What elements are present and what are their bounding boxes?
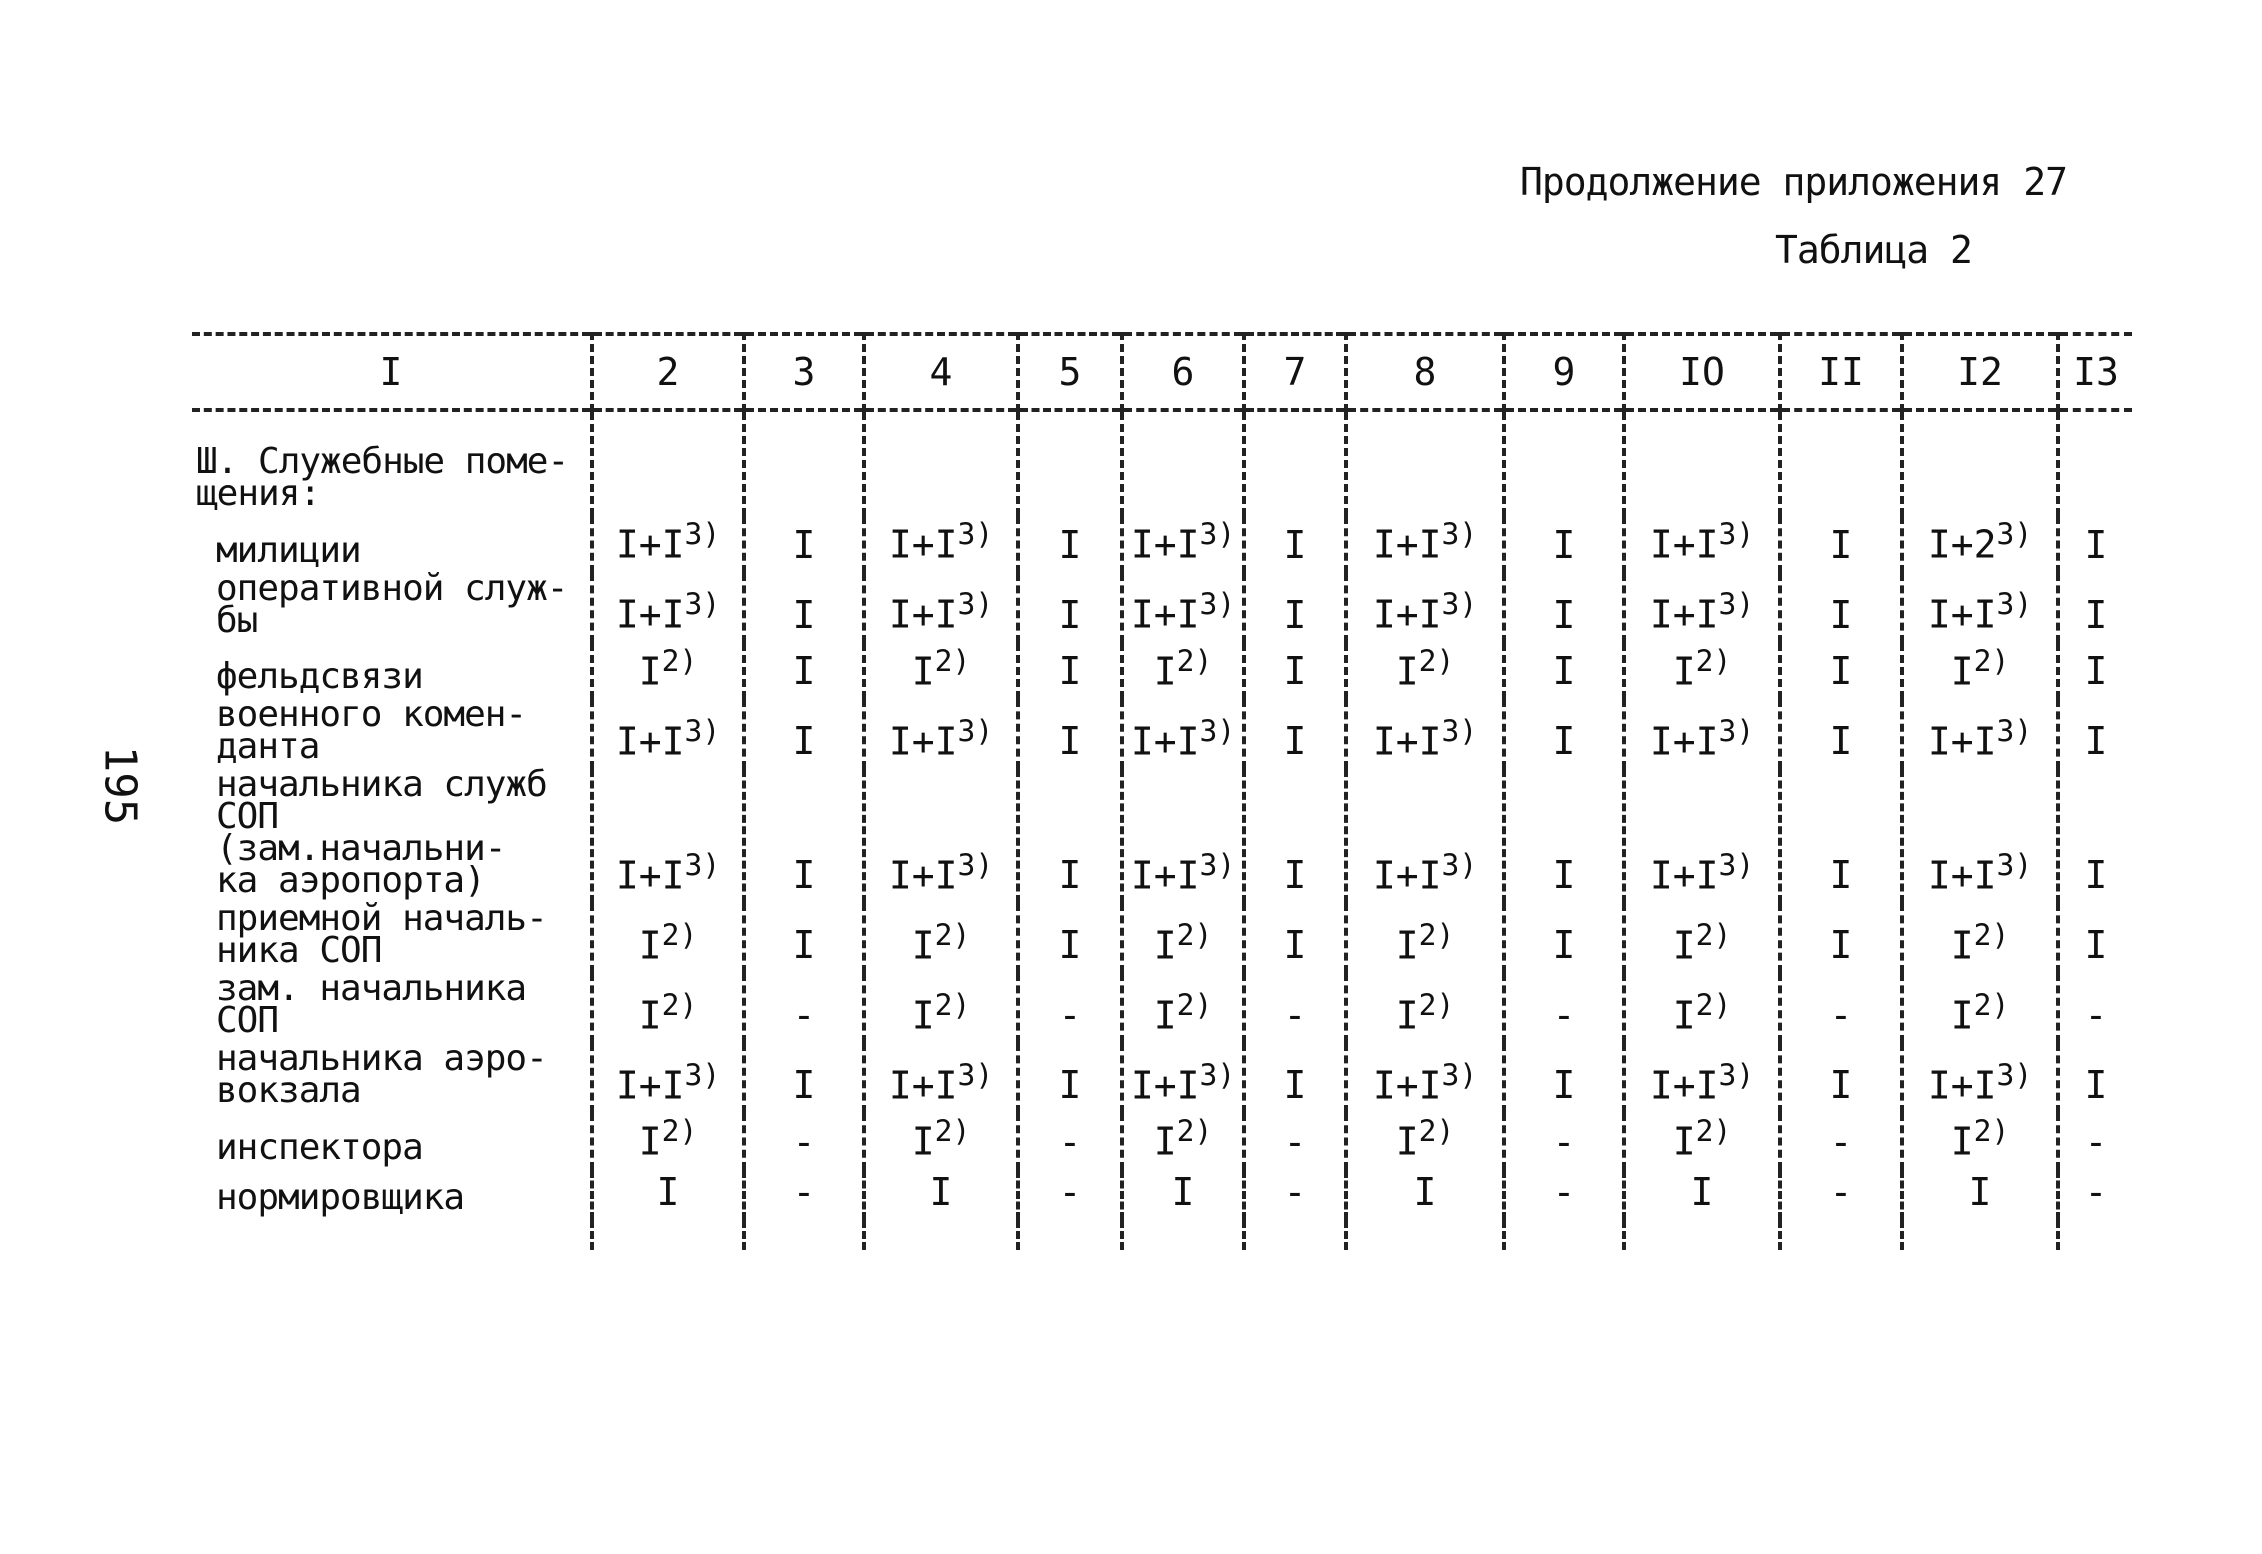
footnote-mark: 2): [1695, 1113, 1732, 1149]
footnote-mark: 3): [1718, 1056, 1755, 1092]
table-cell: $I+I^{3)}$: [1346, 516, 1504, 573]
footnote-mark: 3): [1996, 516, 2033, 551]
table-cell: $I+I^{3)}$: [1122, 573, 1244, 643]
table-cell: -: [2058, 1113, 2132, 1170]
footnote-mark: 2): [1695, 642, 1732, 678]
footnote-mark: 3): [1441, 1056, 1478, 1092]
table-cell: $I+I^{3)}$: [1902, 573, 2058, 643]
header-row: [192, 334, 2132, 410]
table-cell: $I^{2)}$: [592, 903, 744, 973]
table-cell: $I+I^{3)}$: [592, 573, 744, 643]
table-cell: I: [1244, 903, 1346, 973]
footnote-mark: 3): [957, 846, 994, 882]
table-cell: I: [1780, 699, 1902, 769]
footnote-mark: 2): [1418, 986, 1455, 1022]
footnote-mark: 2): [1176, 1113, 1213, 1149]
table-cell: -: [2058, 1170, 2132, 1220]
table-cell: $I+I^{3)}$: [1346, 1043, 1504, 1113]
table-cell: -: [1018, 973, 1122, 1043]
footnote-mark: 2): [1418, 1113, 1455, 1149]
table-cell: I: [1504, 573, 1624, 643]
table-cell: I: [744, 573, 864, 643]
footnote-mark: 3): [1441, 712, 1478, 748]
section-title: Ш. Служебные поме- щения:: [196, 441, 569, 514]
footnote-mark: 3): [1996, 712, 2033, 748]
table-cell: $I+I^{3)}$: [1624, 769, 1780, 903]
table-cell: I: [1244, 643, 1346, 700]
table-cell: $I^{2)}$: [1624, 973, 1780, 1043]
footnote-mark: 3): [957, 516, 994, 551]
footnote-mark: 2): [661, 1113, 698, 1149]
table-cell: $I+I^{3)}$: [1346, 573, 1504, 643]
table-cell: I: [1018, 516, 1122, 573]
row-label: зам. начальника СОП: [216, 968, 527, 1042]
table-cell: -: [1504, 973, 1624, 1043]
table-cell: $I^{2)}$: [592, 1113, 744, 1170]
footnote-mark: 3): [1441, 846, 1478, 882]
table-cell: $I^{2)}$: [1902, 973, 2058, 1043]
table-cell: $I^{2)}$: [1122, 903, 1244, 973]
table-cell: I: [1018, 903, 1122, 973]
table-cell: $I+I^{3)}$: [1902, 769, 2058, 903]
table-cell: $I+I^{3)}$: [864, 516, 1018, 573]
table-cell: $I+I^{3)}$: [592, 516, 744, 573]
column-header-7: 7: [1244, 334, 1346, 410]
table-cell: I: [1780, 1043, 1902, 1113]
table-cell: I: [1504, 903, 1624, 973]
table-number: Таблица 2: [1775, 228, 1972, 272]
footnote-mark: 2): [1176, 986, 1213, 1022]
table-row: [192, 973, 2132, 1043]
footnote-mark: 3): [1199, 712, 1236, 748]
table-cell: $I^{2)}$: [864, 903, 1018, 973]
table-cell: $I^{2)}$: [1624, 1113, 1780, 1170]
table-cell: I: [2058, 769, 2132, 903]
table-cell: -: [744, 1170, 864, 1220]
table-cell: -: [1244, 1113, 1346, 1170]
table-cell: -: [1504, 1170, 1624, 1220]
footnote-mark: 3): [1441, 586, 1478, 621]
table-cell: $I+2^{3)}$: [1902, 516, 2058, 573]
table-cell: $I+I^{3)}$: [864, 699, 1018, 769]
footnote-mark: 2): [1973, 642, 2010, 678]
table-cell: $I+I^{3)}$: [864, 769, 1018, 903]
table-cell: -: [1504, 1113, 1624, 1170]
row-label: нормировщика: [216, 1176, 465, 1218]
table-cell: -: [1780, 1170, 1902, 1220]
table-row: [192, 516, 2132, 573]
table-cell: I: [1244, 1043, 1346, 1113]
table-cell: $I^{2)}$: [1902, 643, 2058, 700]
table-cell: I: [744, 643, 864, 700]
footnote-mark: 2): [1418, 916, 1455, 952]
table-cell: I: [1780, 769, 1902, 903]
table-body: [192, 410, 2132, 1250]
footnote-mark: 2): [1418, 642, 1455, 678]
footnote-mark: 3): [1199, 516, 1236, 551]
table-cell: $I^{2)}$: [1902, 903, 2058, 973]
table-cell: $I^{2)}$: [592, 973, 744, 1043]
table-cell: I: [2058, 903, 2132, 973]
section-row: [192, 410, 2132, 516]
table-cell: $I+I^{3)}$: [864, 1043, 1018, 1113]
table-cell: $I+I^{3)}$: [1624, 1043, 1780, 1113]
table-row: [192, 699, 2132, 769]
table-cell: I: [1244, 516, 1346, 573]
table-cell: I: [1504, 643, 1624, 700]
table-cell: I: [2058, 699, 2132, 769]
table-row: [192, 573, 2132, 643]
continuation-title: Продолжение приложения 27: [1520, 160, 2067, 204]
table-row: [192, 643, 2132, 700]
column-header-9: 9: [1504, 334, 1624, 410]
table-cell: $I+I^{3)}$: [592, 769, 744, 903]
footnote-mark: 3): [1718, 586, 1755, 621]
table-cell: I: [1780, 643, 1902, 700]
table-cell: I: [1346, 1170, 1504, 1220]
table-cell: -: [1244, 973, 1346, 1043]
footnote-mark: 3): [684, 586, 721, 621]
footnote-mark: 2): [1973, 916, 2010, 952]
table-cell: $I^{2)}$: [1902, 1113, 2058, 1170]
table-cell: $I+I^{3)}$: [1902, 1043, 2058, 1113]
table-cell: $I+I^{3)}$: [1624, 699, 1780, 769]
table-cell: I: [744, 516, 864, 573]
table-cell: $I^{2)}$: [1346, 973, 1504, 1043]
footnote-mark: 2): [1695, 916, 1732, 952]
footnote-mark: 3): [1718, 846, 1755, 882]
table-cell: I: [1504, 699, 1624, 769]
table-cell: I: [1780, 516, 1902, 573]
table-cell: I: [1018, 643, 1122, 700]
footnote-mark: 3): [957, 1056, 994, 1092]
table-cell: $I^{2)}$: [1122, 643, 1244, 700]
table-cell: I: [744, 699, 864, 769]
table-cell: I: [1504, 1043, 1624, 1113]
table-cell: $I+I^{3)}$: [592, 1043, 744, 1113]
table-cell: -: [1018, 1170, 1122, 1220]
table-row: [192, 1043, 2132, 1113]
row-label: начальника служб СОП (зам.начальни- ка аэропорта): [216, 764, 547, 902]
row-label: приемной началь- ника СОП: [216, 898, 547, 972]
table-cell: I: [744, 1043, 864, 1113]
row-label: начальника аэро- вокзала: [216, 1038, 547, 1112]
table-cell: I: [1504, 516, 1624, 573]
table-cell: -: [744, 1113, 864, 1170]
footnote-mark: 3): [1441, 516, 1478, 551]
table-cell: I: [864, 1170, 1018, 1220]
footnote-mark: 2): [661, 642, 698, 678]
row-label: инспектора: [216, 1126, 423, 1168]
table-row: [192, 903, 2132, 973]
table-cell: $I+I^{3)}$: [1624, 516, 1780, 573]
column-header-6: 6: [1122, 334, 1244, 410]
row-label: фельдсвязи: [216, 656, 423, 698]
table-cell: $I+I^{3)}$: [1122, 1043, 1244, 1113]
page-number: 195: [94, 745, 146, 826]
table-cell: I: [744, 769, 864, 903]
table-row: [192, 1113, 2132, 1170]
table-cell: $I+I^{3)}$: [864, 573, 1018, 643]
column-header-8: 8: [1346, 334, 1504, 410]
table-cell: $I^{2)}$: [864, 973, 1018, 1043]
table-cell: I: [1244, 769, 1346, 903]
table-cell: -: [1780, 1113, 1902, 1170]
table-cell: -: [1018, 1113, 1122, 1170]
footnote-mark: 3): [1996, 1056, 2033, 1092]
table-cell: I: [1122, 1170, 1244, 1220]
table-cell: I: [1504, 769, 1624, 903]
table-cell: $I+I^{3)}$: [1346, 769, 1504, 903]
table-cell: I: [1780, 573, 1902, 643]
table-end-spacer: [192, 1220, 2132, 1250]
table-cell: I: [2058, 1043, 2132, 1113]
table-cell: I: [1018, 573, 1122, 643]
table-cell: I: [2058, 573, 2132, 643]
table-cell: I: [2058, 643, 2132, 700]
column-header-10: IO: [1624, 334, 1780, 410]
table-cell: $I+I^{3)}$: [1122, 699, 1244, 769]
footnote-mark: 3): [1199, 846, 1236, 882]
column-header-1: I: [379, 350, 403, 394]
footnote-mark: 3): [684, 516, 721, 551]
table-cell: I: [1902, 1170, 2058, 1220]
footnote-mark: 2): [1973, 1113, 2010, 1149]
footnote-mark: 3): [957, 712, 994, 748]
table-cell: I: [1624, 1170, 1780, 1220]
table-cell: I: [2058, 516, 2132, 573]
footnote-mark: 3): [1996, 586, 2033, 621]
table-row: [192, 1170, 2132, 1220]
column-header-13: I3: [2058, 334, 2132, 410]
footnote-mark: 2): [661, 916, 698, 952]
footnote-mark: 2): [1176, 916, 1213, 952]
footnote-mark: 3): [1718, 516, 1755, 551]
footnote-mark: 2): [1973, 986, 2010, 1022]
table-cell: -: [1780, 973, 1902, 1043]
table-cell: $I^{2)}$: [1122, 973, 1244, 1043]
footnote-mark: 2): [934, 642, 971, 678]
footnote-mark: 3): [1199, 1056, 1236, 1092]
column-header-12: I2: [1902, 334, 2058, 410]
table-cell: I: [1018, 769, 1122, 903]
footnote-mark: 2): [1176, 642, 1213, 678]
column-header-4: 4: [864, 334, 1018, 410]
table-cell: -: [2058, 973, 2132, 1043]
table-cell: I: [592, 1170, 744, 1220]
column-header-3: 3: [744, 334, 864, 410]
table-row: [192, 769, 2132, 903]
footnote-mark: 3): [957, 586, 994, 621]
table-cell: I: [1780, 903, 1902, 973]
table-cell: -: [744, 973, 864, 1043]
row-label: милиции: [216, 529, 361, 571]
column-header-2: 2: [592, 334, 744, 410]
footnote-mark: 3): [684, 1056, 721, 1092]
footnote-mark: 3): [1718, 712, 1755, 748]
footnote-mark: 3): [684, 712, 721, 748]
table-cell: $I^{2)}$: [1624, 643, 1780, 700]
table-cell: $I^{2)}$: [1346, 903, 1504, 973]
footnote-mark: 2): [661, 986, 698, 1022]
table-cell: I: [1244, 699, 1346, 769]
footnote-mark: 3): [1199, 586, 1236, 621]
table-cell: $I+I^{3)}$: [1624, 573, 1780, 643]
table-cell: $I^{2)}$: [864, 643, 1018, 700]
table-cell: $I+I^{3)}$: [592, 699, 744, 769]
column-header-11: II: [1780, 334, 1902, 410]
footnote-mark: 2): [934, 986, 971, 1022]
table-cell: I: [744, 903, 864, 973]
footnote-mark: 3): [1996, 846, 2033, 882]
row-label: военного комен- данта: [216, 694, 527, 768]
footnote-mark: 2): [934, 1113, 971, 1149]
footnote-mark: 2): [1695, 986, 1732, 1022]
table-cell: $I^{2)}$: [1624, 903, 1780, 973]
footnote-mark: 2): [934, 916, 971, 952]
table-cell: $I^{2)}$: [864, 1113, 1018, 1170]
table-cell: $I+I^{3)}$: [1122, 516, 1244, 573]
table-cell: $I+I^{3)}$: [1346, 699, 1504, 769]
table-cell: $I^{2)}$: [592, 643, 744, 700]
footnote-mark: 3): [684, 846, 721, 882]
table-cell: I: [1244, 573, 1346, 643]
table-cell: -: [1244, 1170, 1346, 1220]
row-label: оперативной служ- бы: [216, 567, 568, 641]
table-cell: $I^{2)}$: [1346, 643, 1504, 700]
table-cell: $I^{2)}$: [1346, 1113, 1504, 1170]
table-cell: $I+I^{3)}$: [1902, 699, 2058, 769]
table-cell: I: [1018, 699, 1122, 769]
data-table: [192, 332, 2132, 1250]
table-cell: I: [1018, 1043, 1122, 1113]
table-cell: $I+I^{3)}$: [1122, 769, 1244, 903]
column-header-5: 5: [1018, 334, 1122, 410]
table-cell: $I^{2)}$: [1122, 1113, 1244, 1170]
